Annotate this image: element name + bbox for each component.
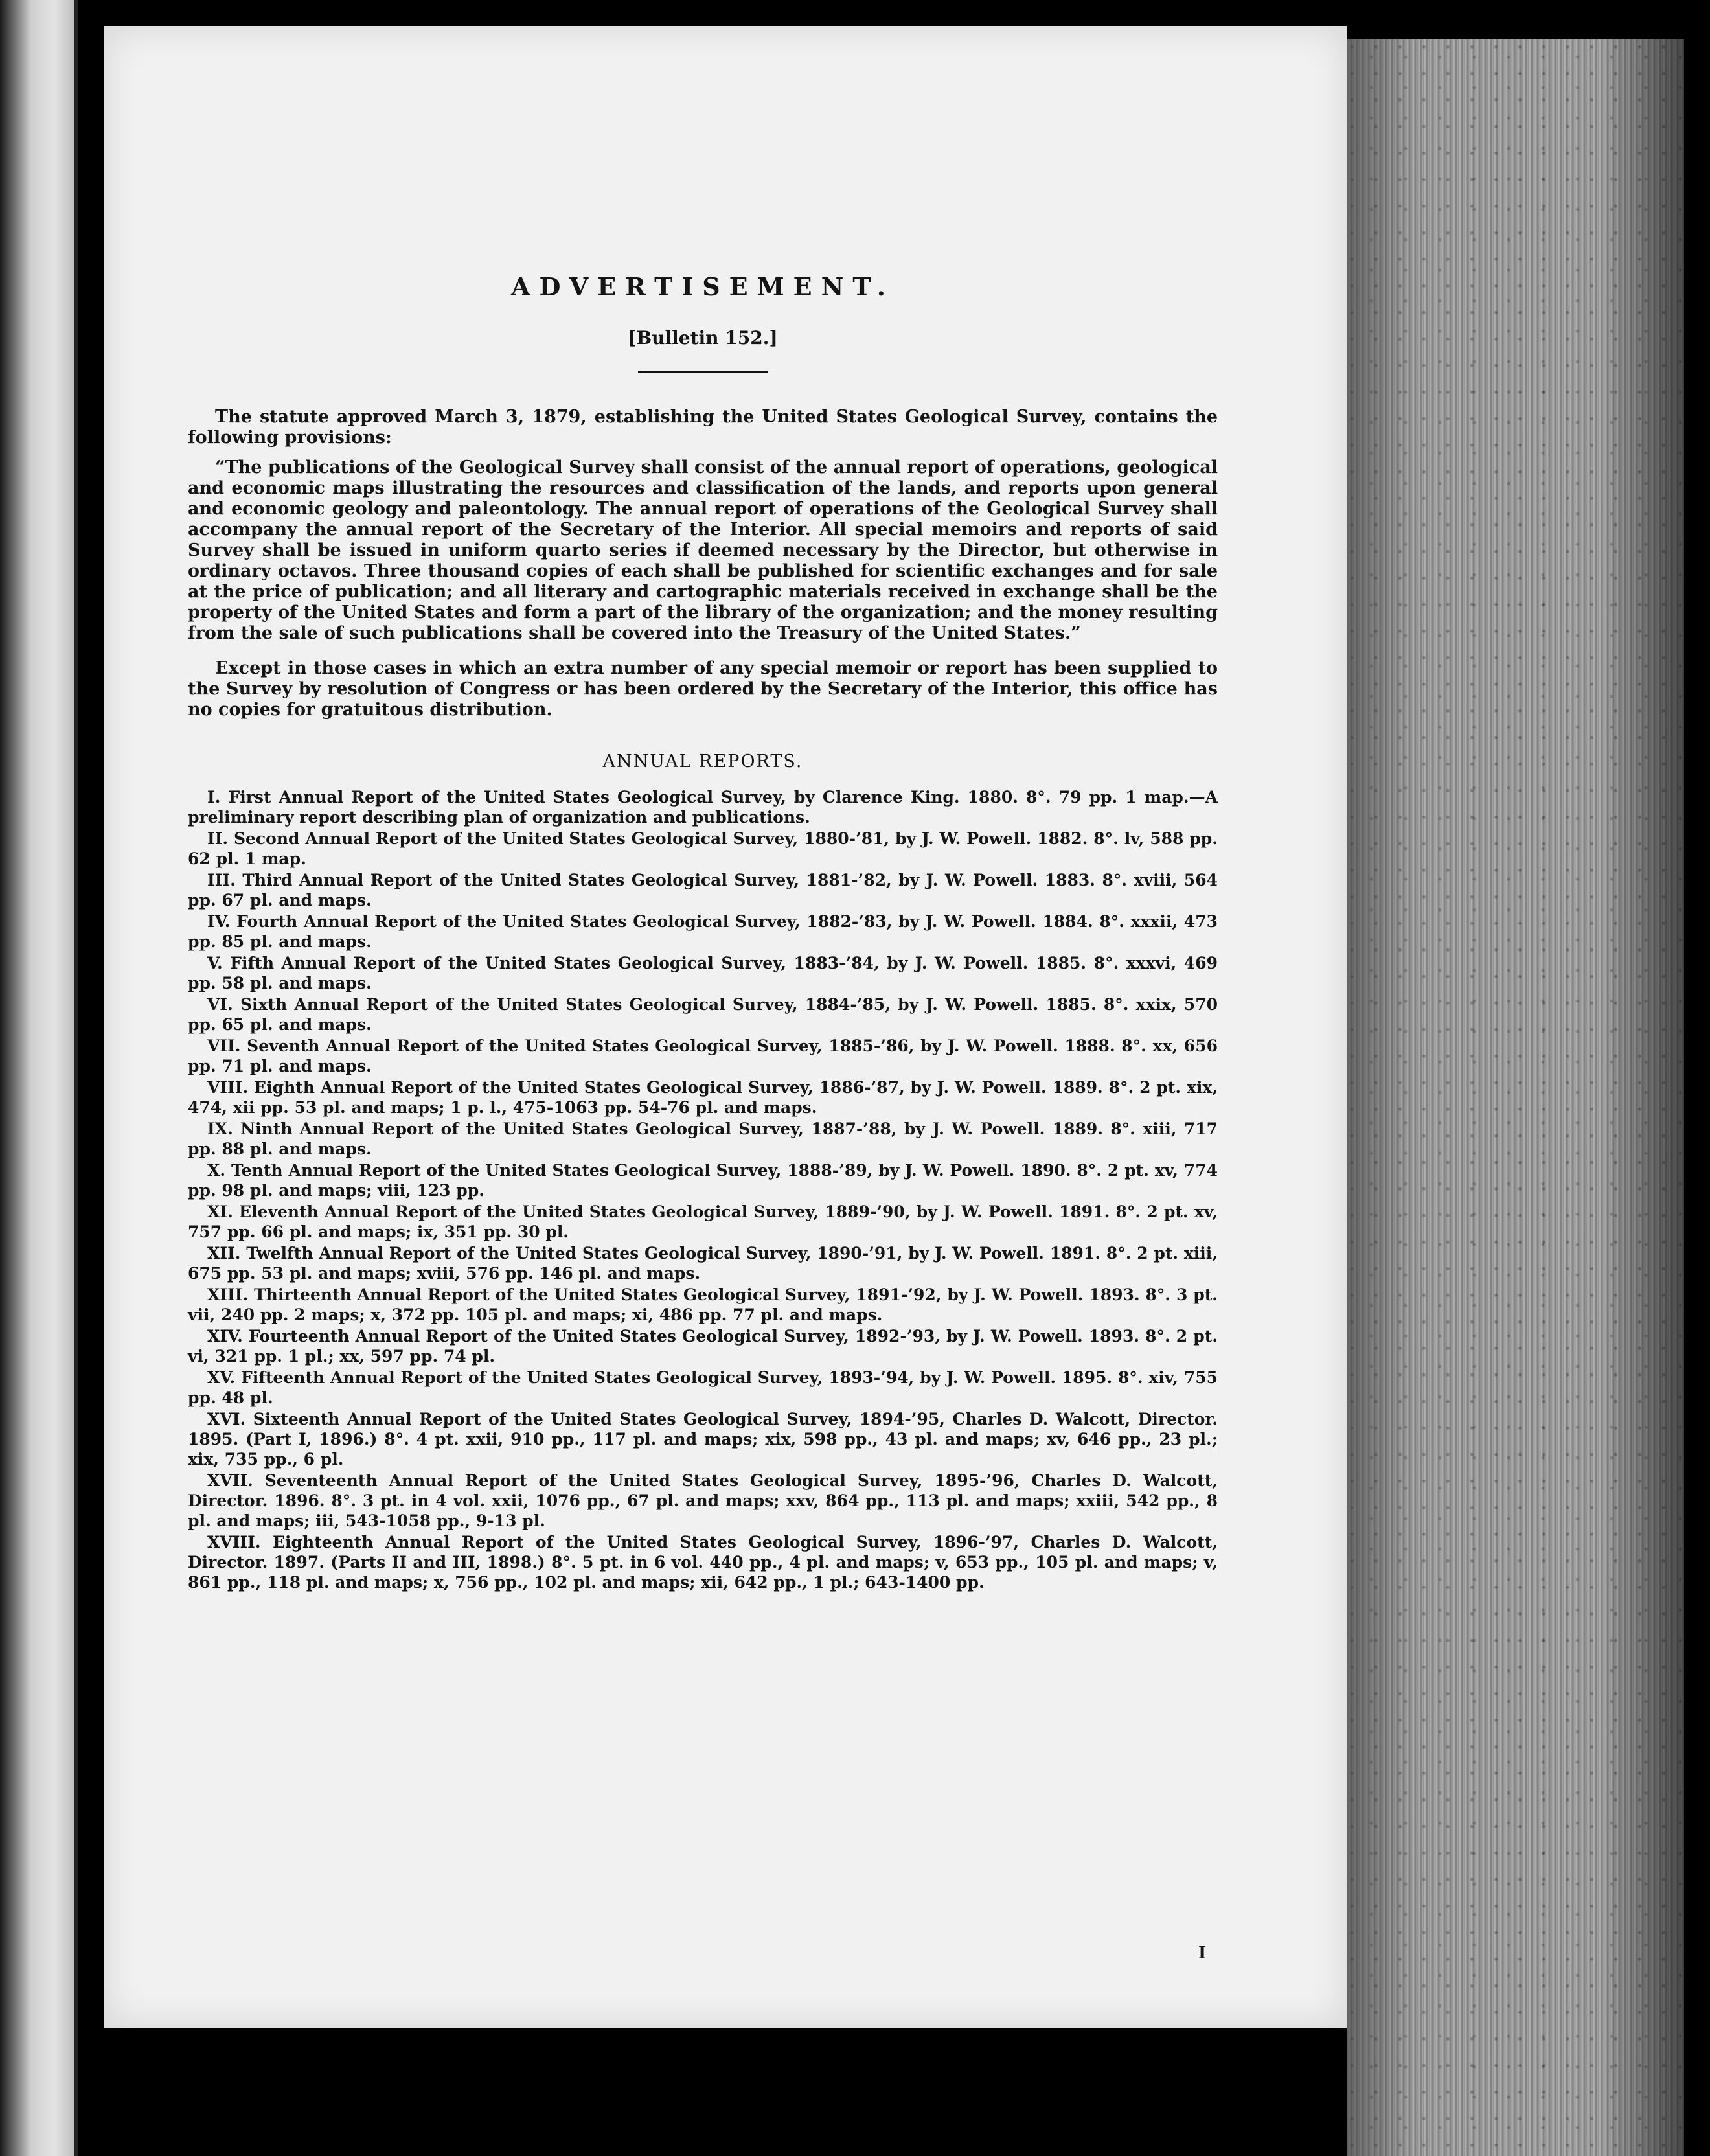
report-entry: XIII. Thirteenth Annual Report of the United States Geological Survey, 1891-’92, by J. W. Powell. 1893. 8°. 3 pt. vii, 240 pp. 2 maps; x, 372 pp. 105 pl. and maps; xi, 486 pp. 77 pl. and maps. [188,1285,1218,1324]
distribution-note: Except in those cases in which an extra number of any special memoir or report has been supplied to the Survey by resolution of Congress or has been ordered by the Secretary of the Interior, this office has no copies for gratuitous distribution. [188,658,1218,720]
report-entry: IV. Fourth Annual Report of the United States Geological Survey, 1882-’83, by J. W. Powell. 1884. 8°. xxxii, 473 pp. 85 pl. and maps. [188,912,1218,951]
page-number: I [1198,1944,1207,1963]
annual-reports-heading: ANNUAL REPORTS. [602,751,803,772]
report-entry: VII. Seventh Annual Report of the United States Geological Survey, 1885-’86, by J. W. Powell. 1888. 8°. xx, 656 pp. 71 pl. and maps. [188,1037,1218,1075]
report-entry: XVIII. Eighteenth Annual Report of the United States Geological Survey, 1896-’97, Charles D. Walcott, Director. 1897. (Parts II and III, 1898.) 8°. 5 pt. in 6 vol. 440 pp., 4 pl. and maps; v, 653 pp., 105 pl. and maps; v, 861 pp., 118 pl. and maps; x, 756 pp., 102 pl. and maps; xii, 642 pp., 1 pl.; 643-1400 pp. [188,1533,1218,1592]
report-entry: XII. Twelfth Annual Report of the United States Geological Survey, 1890-’91, by J. W. Powell. 1891. 8°. 2 pt. xiii, 675 pp. 53 pl. and maps; xviii, 576 pp. 146 pl. and maps. [188,1244,1218,1283]
report-entry: II. Second Annual Report of the United States Geological Survey, 1880-’81, by J. W. Powell. 1882. 8°. lv, 588 pp. 62 pl. 1 map. [188,829,1218,868]
statute-intro: The statute approved March 3, 1879, establishing the United States Geological Survey, contains the following provisions: [188,407,1218,448]
report-entry: XVI. Sixteenth Annual Report of the United States Geological Survey, 1894-’95, Charles D. Walcott, Director. 1895. (Part I, 1896.) 8°. 4 pt. xxii, 910 pp., 117 pl. and maps; xix, 598 pp., 43 pl. and maps; xv, 646 pp., 23 pl.; xix, 735 pp., 6 pl. [188,1410,1218,1469]
report-entry: III. Third Annual Report of the United States Geological Survey, 1881-’82, by J. W. Powell. 1883. 8°. xviii, 564 pp. 67 pl. and maps. [188,871,1218,910]
bulletin-label: [Bulletin 152.] [628,327,778,349]
report-entry: V. Fifth Annual Report of the United States Geological Survey, 1883-’84, by J. W. Powell. 1885. 8°. xxxvi, 469 pp. 58 pl. and maps. [188,954,1218,992]
report-entry: VI. Sixth Annual Report of the United States Geological Survey, 1884-’85, by J. W. Powell. 1885. 8°. xxix, 570 pp. 65 pl. and maps. [188,995,1218,1034]
report-entry: X. Tenth Annual Report of the United States Geological Survey, 1888-’89, by J. W. Powell. 1890. 8°. 2 pt. xv, 774 pp. 98 pl. and maps; viii, 123 pp. [188,1161,1218,1200]
advertisement-heading: ADVERTISEMENT. [511,272,895,301]
heading-divider [638,371,768,373]
book-page-edges [1347,39,1684,2156]
annual-reports-list [188,787,1218,1592]
report-entry: IX. Ninth Annual Report of the United States Geological Survey, 1887-’88, by J. W. Powell. 1889. 8°. xiii, 717 pp. 88 pl. and maps. [188,1119,1218,1158]
report-entry: I. First Annual Report of the United States Geological Survey, by Clarence King. 1880. 8°. 79 pp. 1 map.—A preliminary report describing plan of organization and publications. [188,788,1218,827]
document-page [104,26,1347,2028]
report-entry: XVII. Seventeenth Annual Report of the United States Geological Survey, 1895-’96, Charles D. Walcott, Director. 1896. 8°. 3 pt. in 4 vol. xxii, 1076 pp., 67 pl. and maps; xxv, 864 pp., 113 pl. and maps; xxiii, 542 pp., 8 pl. and maps; iii, 543-1058 pp., 9-13 pl. [188,1471,1218,1530]
report-entry: XIV. Fourteenth Annual Report of the United States Geological Survey, 1892-’93, by J. W. Powell. 1893. 8°. 2 pt. vi, 321 pp. 1 pl.; xx, 597 pp. 74 pl. [188,1327,1218,1366]
statute-quotation: “The publications of the Geological Survey shall consist of the annual report of operations, geological and economic maps illustrating the resources and classification of the lands, and reports upon general and economic geology and paleontology. The annual report of operations of the Geological Survey shall accompany the annual report of the Secretary of the Interior. All special memoirs and reports of said Survey shall be issued in uniform quarto series if deemed necessary by the Director, but otherwise in ordinary octavos. Three thousand copies of each shall be published for scientific exchanges and for sale at the price of publication; and all literary and cartographic materials received in exchange shall be the property of the United States and form a part of the library of the organization; and the money resulting from the sale of such publications shall be covered into the Treasury of the United States.” [188,457,1218,643]
report-entry: XI. Eleventh Annual Report of the United States Geological Survey, 1889-’90, by J. W. Powell. 1891. 8°. 2 pt. xv, 757 pp. 66 pl. and maps; ix, 351 pp. 30 pl. [188,1202,1218,1241]
report-entry: VIII. Eighth Annual Report of the United States Geological Survey, 1886-’87, by J. W. Powell. 1889. 8°. 2 pt. xix, 474, xii pp. 53 pl. and maps; 1 p. l., 475-1063 pp. 54-76 pl. and maps. [188,1078,1218,1117]
report-entry: XV. Fifteenth Annual Report of the United States Geological Survey, 1893-’94, by J. W. Powell. 1895. 8°. xiv, 755 pp. 48 pl. [188,1368,1218,1407]
page-content [188,272,1218,1594]
adjacent-page-edge [0,0,78,2156]
